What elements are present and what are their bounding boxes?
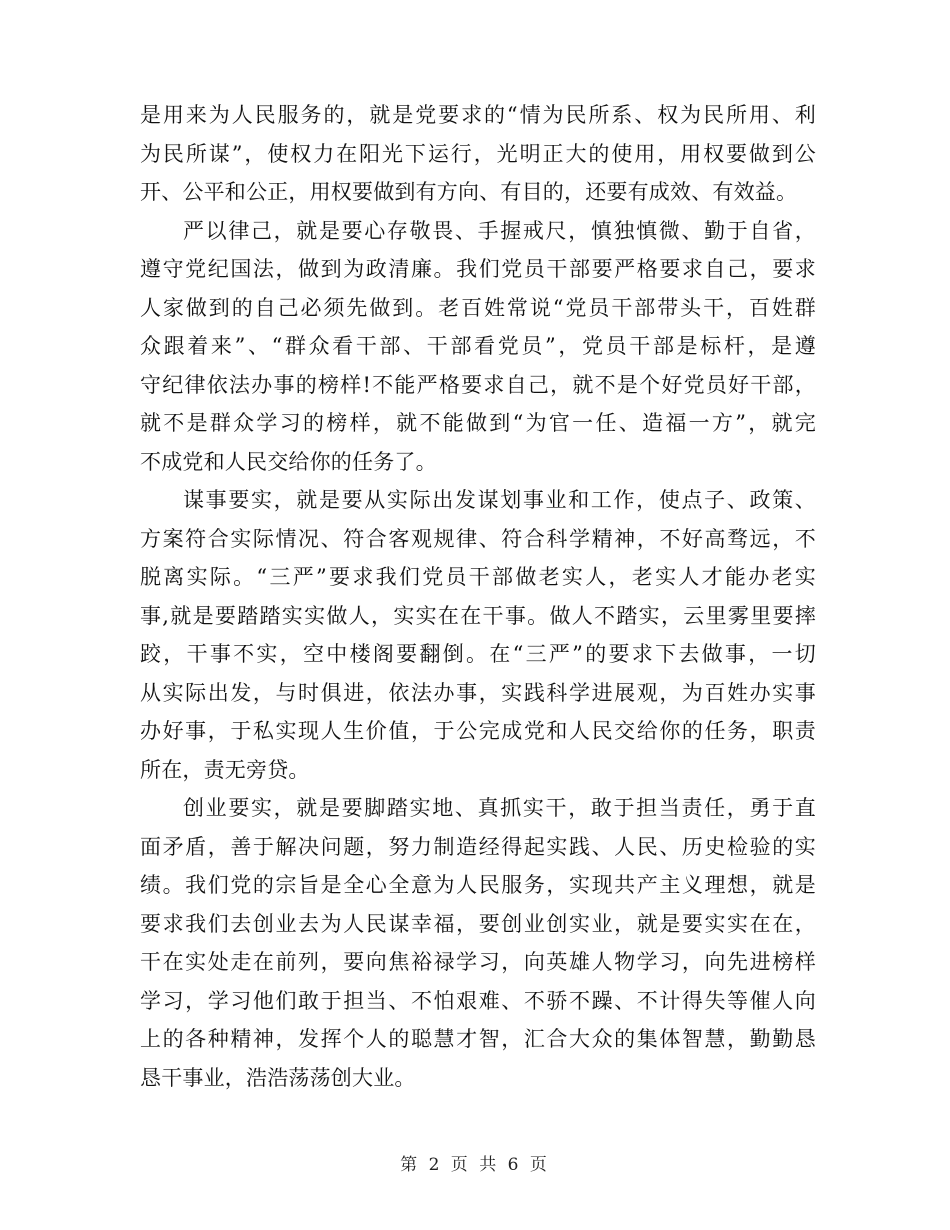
paragraph-line: 创业要实，就是要脚踏实地、真抓实干，敢于担当责任，勇于直 xyxy=(183,796,816,820)
paragraph-line: 不成党和人民交给你的任务了。 xyxy=(140,449,437,474)
page-number-footer: 第 2 页 共 6 页 xyxy=(400,1155,550,1175)
paragraph-1 xyxy=(140,96,816,212)
paragraph-line: 是用来为人民服务的，就是党要求的“情为民所系、权为民所用、利 xyxy=(140,103,816,127)
paragraph-line: 守纪律依法办事的榜样!不能严格要求自己，就不是个好党员好干部， xyxy=(140,372,816,397)
paragraph-line: 恳干事业，浩浩荡荡创大业。 xyxy=(140,1065,416,1090)
paragraph-3 xyxy=(140,481,816,789)
paragraph-line: 就不是群众学习的榜样，就不能做到“为官一任、造福一方”，就完 xyxy=(140,411,816,435)
paragraph-line: 上的各种精神，发挥个人的聪慧才智，汇合大众的集体智慧，勤勤恳 xyxy=(140,1027,816,1051)
paragraph-line: 所在，责无旁贷。 xyxy=(140,757,310,782)
paragraph-2 xyxy=(140,212,816,482)
paragraph-line: 干在实处走在前列，要向焦裕禄学习，向英雄人物学习，向先进榜样 xyxy=(140,950,816,974)
paragraph-line: 事,就是要踏踏实实做人，实实在在干事。做人不踏实，云里雾里要摔 xyxy=(140,603,816,628)
paragraph-line: 跤，干事不实，空中楼阁要翻倒。在“三严”的要求下去做事，一切 xyxy=(140,642,816,666)
paragraph-line: 要求我们去创业去为人民谋幸福，要创业创实业，就是要实实在在， xyxy=(140,911,816,936)
document-body xyxy=(140,96,816,1097)
paragraph-line: 办好事，于私实现人生价值，于公完成党和人民交给你的任务，职责 xyxy=(140,719,816,743)
paragraph-line: 方案符合实际情况、符合客观规律、符合科学精神，不好高骛远，不 xyxy=(140,526,816,551)
paragraph-line: 面矛盾，善于解决问题，努力制造经得起实践、人民、历史检验的实 xyxy=(140,834,816,859)
paragraph-line: 谋事要实，就是要从实际出发谋划事业和工作，使点子、政策、 xyxy=(183,488,816,512)
paragraph-line: 学习，学习他们敢于担当、不怕艰难、不骄不躁、不计得失等催人向 xyxy=(140,988,816,1013)
paragraph-line: 严以律己，就是要心存敬畏、手握戒尺，慎独慎微、勤于自省， xyxy=(183,218,816,243)
paragraph-line: 人家做到的自己必须先做到。老百姓常说“党员干部带头干，百姓群 xyxy=(140,295,816,320)
paragraph-line: 从实际出发，与时俱进，依法办事，实践科学进展观，为百姓办实事 xyxy=(140,680,816,705)
paragraph-line: 众跟着来”、“群众看干部、干部看党员”，党员干部是标杆，是遵 xyxy=(140,334,816,358)
paragraph-line: 为民所谋”，使权力在阳光下运行，光明正大的使用，用权要做到公 xyxy=(140,141,816,166)
paragraph-line: 开、公平和公正，用权要做到有方向、有目的，还要有成效、有效益。 xyxy=(140,180,798,204)
paragraph-line: 脱离实际。“三严”要求我们党员干部做老实人，老实人才能办老实 xyxy=(140,565,816,589)
paragraph-4 xyxy=(140,789,816,1097)
paragraph-line: 绩。我们党的宗旨是全心全意为人民服务，实现共产主义理想，就是 xyxy=(140,873,816,897)
paragraph-line: 遵守党纪国法，做到为政清廉。我们党员干部要严格要求自己，要求 xyxy=(140,257,816,281)
